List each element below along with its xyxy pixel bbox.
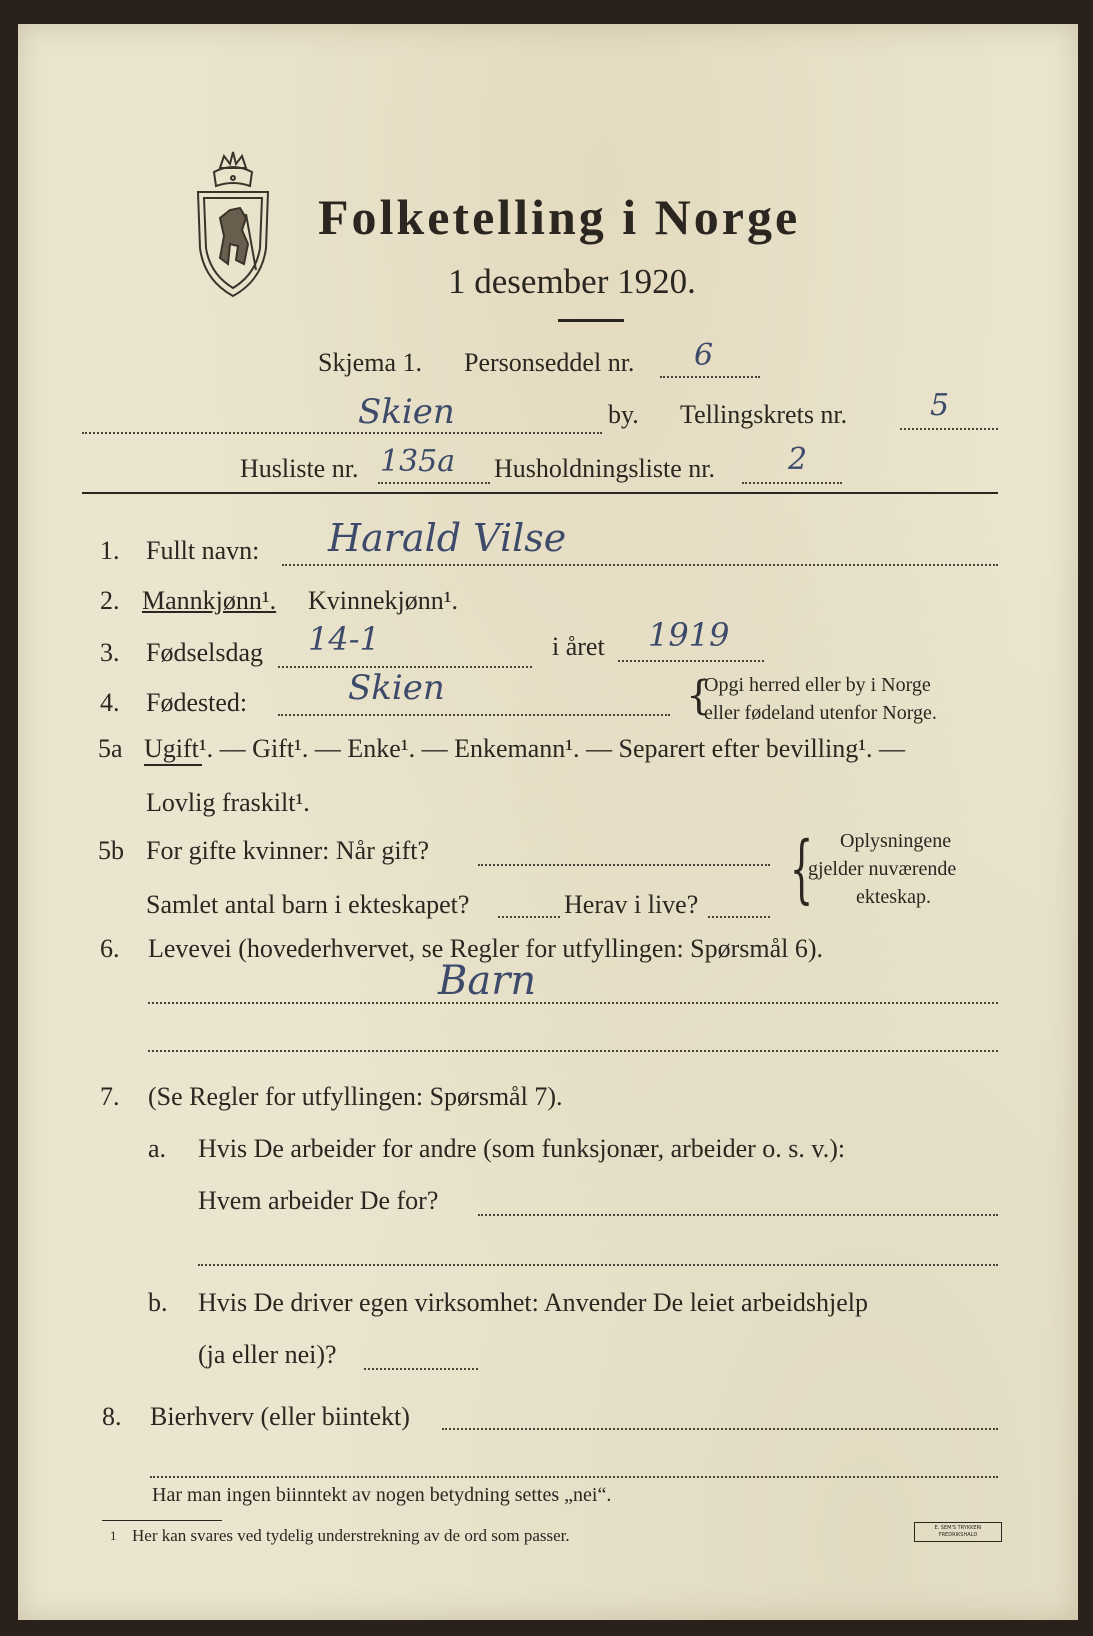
- q4-number: 4.: [100, 688, 120, 717]
- by-line: [82, 432, 602, 434]
- husholdning-label: Husholdningsliste nr.: [494, 454, 716, 483]
- q8-label: Bierhverv (eller biintekt): [150, 1402, 410, 1431]
- q7a-line-1: [478, 1214, 998, 1216]
- q5b-note-line1: Oplysningene: [840, 830, 952, 852]
- q5b-children-label: Samlet antal barn i ekteskapet?: [146, 890, 470, 919]
- form-subtitle: 1 desember 1920.: [448, 262, 696, 301]
- q8-line-2: [150, 1476, 998, 1478]
- husholdning-value: 2: [788, 442, 808, 477]
- q4-note-line1: Opgi herred eller by i Norge: [704, 674, 931, 696]
- q1-line: [282, 564, 998, 566]
- q7a-text2: Hvem arbeider De for?: [198, 1186, 439, 1215]
- q7b-line: [364, 1368, 478, 1370]
- q6-label: Levevei (hovederhvervet, se Regler for utfyllingen: Spørsmål 6).: [148, 934, 824, 963]
- q4-value: Skien: [348, 668, 445, 708]
- q5a-options-line2: Lovlig fraskilt¹.: [146, 788, 310, 817]
- q6-line-2: [148, 1050, 998, 1052]
- q3-label: Fødselsdag: [146, 638, 263, 667]
- q1-value: Harald Vilse: [328, 516, 567, 560]
- q5b-alive-line: [708, 916, 770, 918]
- q6-line-1: [148, 1002, 998, 1004]
- q4-note-line2: eller fødeland utenfor Norge.: [704, 702, 937, 724]
- q5b-when-married: For gifte kvinner: Når gift?: [146, 836, 430, 865]
- coat-of-arms-icon: [190, 148, 276, 300]
- footnote-mark: 1: [110, 1528, 117, 1543]
- q7a-text: Hvis De arbeider for andre (som funksjonær, arbeider o. s. v.):: [198, 1134, 846, 1163]
- q4-brace: {: [686, 673, 712, 719]
- q7a-letter: a.: [148, 1134, 167, 1163]
- q5b-children-line: [498, 916, 560, 918]
- footnote-divider: [102, 1520, 222, 1521]
- q5b-number: 5b: [98, 836, 124, 865]
- by-label: by.: [608, 400, 639, 429]
- personseddel-value: 6: [694, 338, 714, 373]
- q7-number: 7.: [100, 1082, 120, 1111]
- census-form-page: [18, 24, 1078, 1620]
- q5b-when-line: [478, 864, 770, 866]
- q2-female-option: Kvinnekjønn¹.: [308, 586, 459, 615]
- personseddel-line: [660, 376, 760, 378]
- q5b-note-line3: ekteskap.: [856, 886, 931, 908]
- q2-male-option: Mannkjønn¹.: [142, 586, 277, 615]
- q7b-letter: b.: [148, 1288, 168, 1317]
- personseddel-label: Personseddel nr.: [464, 348, 635, 377]
- q8-line-1: [442, 1428, 998, 1430]
- form-title: Folketelling i Norge: [318, 189, 801, 245]
- tellingskrets-value: 5: [930, 388, 950, 423]
- q7-label: (Se Regler for utfyllingen: Spørsmål 7).: [148, 1082, 563, 1111]
- husliste-value: 135a: [380, 444, 456, 479]
- q6-number: 6.: [100, 934, 120, 963]
- husliste-label: Husliste nr.: [240, 454, 359, 483]
- tellingskrets-line: [900, 428, 998, 430]
- q3-day-value: 14-1: [308, 620, 380, 658]
- q5b-note-line2: gjelder nuværende: [808, 858, 957, 880]
- q3-number: 3.: [100, 638, 120, 667]
- q2-number: 2.: [100, 586, 120, 615]
- q5b-alive-label: Herav i live?: [564, 890, 699, 919]
- q3-year-line: [618, 660, 764, 662]
- q7b-text: Hvis De driver egen virksomhet: Anvender De leiet arbeidshjelp: [198, 1288, 869, 1317]
- q8-number: 8.: [102, 1402, 122, 1431]
- printer-stamp: E. SEM'S TRYKKERI FREDRIKSHALD: [914, 1522, 1002, 1542]
- q5b-brace: {: [789, 826, 814, 912]
- q4-label: Fødested:: [146, 688, 248, 717]
- footnote-text: Her kan svares ved tydelig understrekning av de ord som passer.: [132, 1526, 570, 1545]
- husholdning-line: [742, 482, 842, 484]
- q3-year-label: i året: [552, 632, 605, 661]
- q5a-ugift-underline: [144, 764, 202, 766]
- q6-value: Barn: [438, 958, 537, 1004]
- tellingskrets-label: Tellingskrets nr.: [680, 400, 848, 429]
- title-divider: [558, 319, 624, 322]
- header-divider: [82, 492, 998, 494]
- q7b-text2: (ja eller nei)?: [198, 1340, 337, 1369]
- q3-year-value: 1919: [648, 616, 730, 654]
- husliste-line: [378, 482, 490, 484]
- q7a-line-2: [198, 1264, 998, 1266]
- q1-label: Fullt navn:: [146, 536, 260, 565]
- by-value: Skien: [358, 392, 455, 432]
- q4-line: [278, 714, 670, 716]
- skjema-label: Skjema 1.: [318, 348, 422, 377]
- q5a-options: Ugift¹. — Gift¹. — Enke¹. — Enkemann¹. — Separert efter bevilling¹. —: [144, 734, 906, 763]
- q8-note: Har man ingen biinntekt av nogen betydning settes „nei“.: [152, 1484, 612, 1506]
- q1-number: 1.: [100, 536, 120, 565]
- q5a-number: 5a: [98, 734, 123, 763]
